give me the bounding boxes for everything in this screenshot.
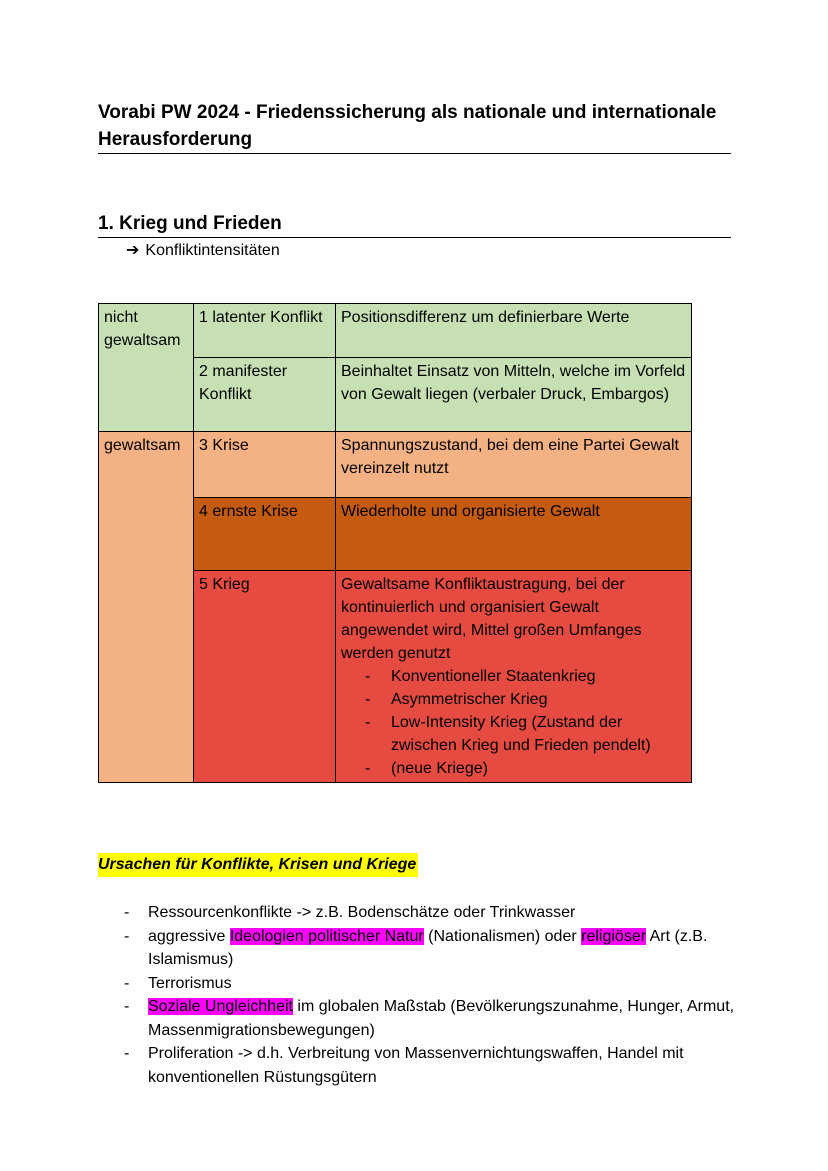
section-heading: 1. Krieg und Frieden bbox=[98, 211, 731, 238]
description-text: Gewaltsame Konfliktaustragung, bei der kontinuierlich und organisiert Gewalt angewendet wird, Mittel großen Umfanges werden genutzt bbox=[341, 576, 642, 662]
subheading: Konfliktintensitäten bbox=[145, 242, 280, 259]
level-cell: 3 Krise bbox=[194, 432, 336, 498]
page-title: Vorabi PW 2024 - Friedenssicherung als nationale und internationale Herausforderung bbox=[98, 99, 731, 154]
table-row bbox=[99, 432, 692, 498]
subheading-line bbox=[126, 240, 280, 262]
arrow-right-icon: ➔ bbox=[126, 242, 140, 259]
list-item: - Terrorismus bbox=[98, 972, 738, 996]
war-description-cell bbox=[336, 571, 692, 783]
highlighted-text: Soziale Ungleichheit bbox=[148, 998, 293, 1015]
highlighted-text: Ideologien politischer Natur bbox=[229, 927, 424, 945]
list-item: - (neue Kriege) bbox=[341, 757, 686, 780]
level-cell: 1 latenter Konflikt bbox=[194, 304, 336, 358]
causes-list bbox=[98, 901, 738, 1089]
list-item: - Ressourcenkonflikte -> z.B. Bodenschätze oder Trinkwasser bbox=[98, 901, 738, 925]
description-cell: Beinhaltet Einsatz von Mitteln, welche im Vorfeld von Gewalt liegen (verbaler Druck, Embargos) bbox=[336, 358, 692, 432]
level-cell: 5 Krieg bbox=[194, 571, 336, 783]
war-types-list bbox=[341, 665, 686, 780]
category-violent: gewaltsam bbox=[99, 432, 194, 783]
list-item: - Low-Intensity Krieg (Zustand der zwischen Krieg und Frieden pendelt) bbox=[341, 711, 686, 757]
level-cell: 2 manifester Konflikt bbox=[194, 358, 336, 432]
list-item bbox=[98, 925, 738, 972]
level-cell: 4 ernste Krise bbox=[194, 498, 336, 571]
text-segment: (Nationalismen) oder bbox=[423, 927, 582, 945]
text-segment: Art (z.B. Islamismus) bbox=[148, 927, 708, 968]
highlighted-text: religiöser bbox=[581, 927, 647, 945]
list-item: - Proliferation -> d.h. Verbreitung von Massenvernichtungswaffen, Handel mit konventionellen Rüstungsgütern bbox=[98, 1042, 738, 1089]
list-item: - Konventioneller Staatenkrieg bbox=[341, 665, 686, 688]
table-row bbox=[99, 304, 692, 358]
description-cell: Positionsdifferenz um definierbare Werte bbox=[336, 304, 692, 358]
causes-heading: Ursachen für Konflikte, Krisen und Kriege bbox=[98, 853, 418, 877]
text-segment: im globalen Maßstab (Bevölkerungszunahme, Hunger, Armut, Massenmigrationsbewegungen) bbox=[148, 998, 735, 1039]
category-nonviolent: nicht gewaltsam bbox=[99, 304, 194, 432]
list-item: - Asymmetrischer Krieg bbox=[341, 688, 686, 711]
conflict-intensity-table bbox=[98, 303, 692, 783]
description-cell: Spannungszustand, bei dem eine Partei Gewalt vereinzelt nutzt bbox=[336, 432, 692, 498]
list-item bbox=[98, 995, 738, 1042]
description-cell: Wiederholte und organisierte Gewalt bbox=[336, 498, 692, 571]
text-segment: aggressive bbox=[148, 927, 230, 945]
